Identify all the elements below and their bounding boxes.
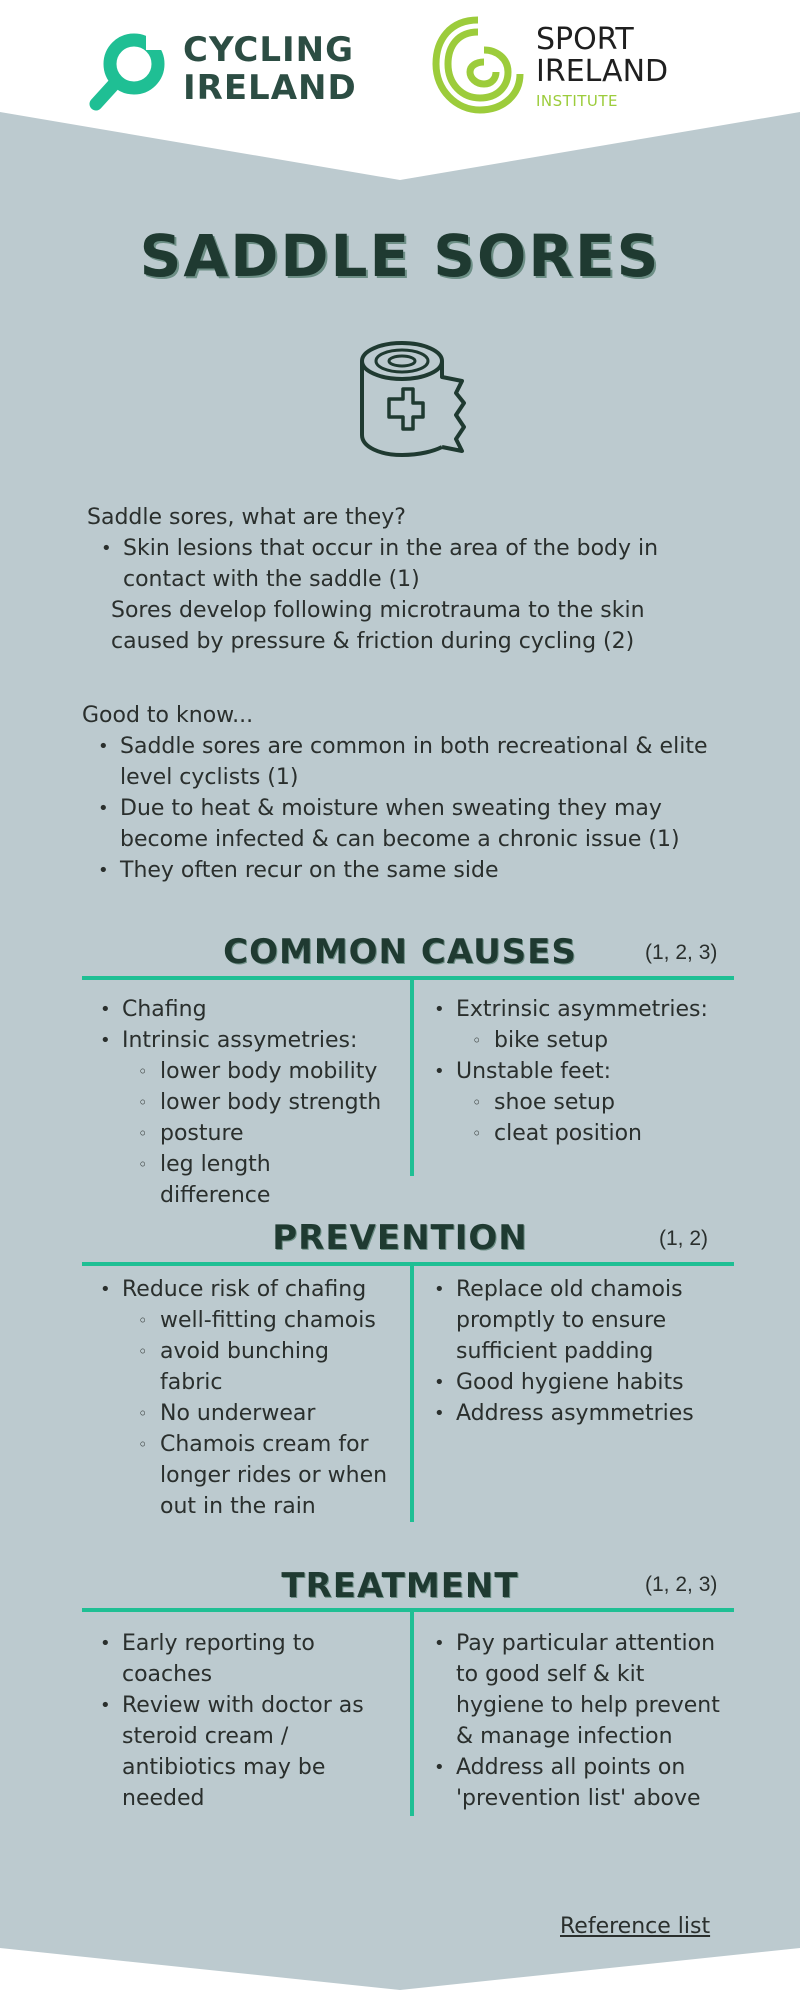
prevention-heading: • Reduce risk of chafing <box>98 1274 408 1305</box>
treatment-left <box>98 1628 388 1814</box>
prevention-item: ◦ well-fitting chamois <box>138 1305 408 1336</box>
sport-ireland-word-1: SPORT <box>536 22 634 57</box>
common-causes-title: COMMON CAUSES <box>223 932 577 972</box>
cause-intrinsic-item: ◦ leg length difference <box>138 1149 330 1211</box>
treatment-refs: (1, 2, 3) <box>645 1573 718 1596</box>
cause-intrinsic-item: ◦ lower body strength <box>138 1087 408 1118</box>
prevention-item: ◦ avoid bunching fabric <box>138 1336 360 1398</box>
cause-chafing: • Chafing <box>98 994 408 1025</box>
cycling-ireland-mark-icon <box>88 28 172 112</box>
cause-intrinsic-item: ◦ lower body mobility <box>138 1056 408 1087</box>
intro-section <box>87 502 707 657</box>
prevention-right <box>432 1274 732 1429</box>
treatment-item: • Early reporting to coaches <box>98 1628 352 1690</box>
good-to-know-item: • They often recur on the same side <box>96 855 722 886</box>
common-causes-left <box>98 994 408 1211</box>
common-causes-divider <box>82 976 734 980</box>
sport-ireland-word-2: IRELAND <box>536 54 669 89</box>
treatment-item: • Pay particular attention to good self & kit hygiene to help prevent & manage infection <box>432 1628 736 1752</box>
good-to-know-section <box>82 700 722 886</box>
treatment-divider <box>82 1608 734 1612</box>
intro-heading: Saddle sores, what are they? <box>87 505 406 530</box>
prevention-item: • Good hygiene habits <box>432 1367 732 1398</box>
good-to-know-heading: Good to know... <box>82 703 254 728</box>
prevention-title: PREVENTION <box>272 1218 528 1258</box>
intro-bullet-text: Skin lesions that occur in the area of the body in contact with the saddle (1) <box>123 536 659 592</box>
cause-unstable-item: ◦ shoe setup <box>472 1087 732 1118</box>
prevention-item: ◦ Chamois cream for longer rides or when out in the rain <box>138 1429 400 1522</box>
cause-intrinsic-item: ◦ posture <box>138 1118 408 1149</box>
common-causes-right <box>432 994 732 1149</box>
prevention-left <box>98 1274 408 1522</box>
reference-list-link[interactable]: Reference list <box>560 1914 711 1939</box>
good-to-know-item: • Due to heat & moisture when sweating they may become infected & can become a chronic issue (1) <box>96 793 722 855</box>
cause-intrinsic: • Intrinsic assymetries: <box>98 1025 408 1056</box>
prevention-item: • Replace old chamois promptly to ensure sufficient padding <box>432 1274 716 1367</box>
bandage-roll-with-medical-cross-icon <box>350 335 470 465</box>
common-causes-refs: (1, 2, 3) <box>645 941 718 964</box>
treatment-right <box>432 1628 732 1814</box>
sport-ireland-institute-logo[interactable] <box>428 14 688 124</box>
treatment-title: TREATMENT <box>281 1566 519 1606</box>
intro-text: Sores develop following microtrauma to the skin caused by pressure & friction during cycling (2) <box>111 598 645 654</box>
cause-extrinsic-item: ◦ bike setup <box>472 1025 732 1056</box>
intro-bullet <box>99 533 707 595</box>
prevention-item: ◦ No underwear <box>138 1398 408 1429</box>
prevention-refs: (1, 2) <box>659 1227 709 1250</box>
cause-extrinsic: • Extrinsic asymmetries: <box>432 994 732 1025</box>
common-causes-column-divider <box>410 980 414 1176</box>
cycling-ireland-logo[interactable] <box>88 28 358 118</box>
treatment-column-divider <box>410 1612 414 1816</box>
header-logos <box>0 0 800 130</box>
cause-unstable-feet: • Unstable feet: <box>432 1056 732 1087</box>
sport-ireland-swirl-icon <box>428 14 528 118</box>
treatment-item: • Review with doctor as steroid cream / antibiotics may be needed <box>98 1690 392 1814</box>
prevention-column-divider <box>410 1266 414 1522</box>
good-to-know-item: • Saddle sores are common in both recreational & elite level cyclists (1) <box>96 731 722 793</box>
cycling-ireland-word-2: IRELAND <box>183 68 357 108</box>
prevention-divider <box>82 1262 734 1266</box>
sport-ireland-word-3: INSTITUTE <box>536 92 619 110</box>
cycling-ireland-word-1: CYCLING <box>183 30 354 70</box>
cause-unstable-item: ◦ cleat position <box>472 1118 732 1149</box>
page-title: SADDLE SORES <box>139 222 661 290</box>
prevention-item: • Address asymmetries <box>432 1398 732 1429</box>
treatment-item: • Address all points on 'prevention list' above <box>432 1752 746 1814</box>
